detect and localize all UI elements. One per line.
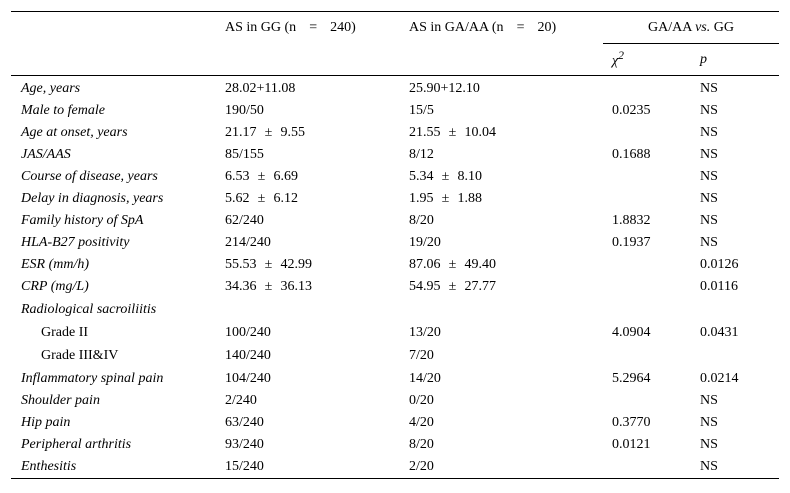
gg-value: 6.53 ± 6.69 bbox=[225, 169, 298, 184]
chi-value bbox=[603, 254, 691, 276]
p-value: NS bbox=[700, 191, 718, 206]
ga-value: 15/5 bbox=[409, 103, 434, 118]
row-label: ESR (mm/h) bbox=[21, 257, 90, 272]
p-value: NS bbox=[700, 213, 718, 228]
p-value bbox=[691, 298, 779, 322]
p-value: 0.0116 bbox=[700, 279, 738, 294]
row-label: Age at onset, years bbox=[21, 125, 128, 140]
chi-value bbox=[603, 344, 691, 368]
table-row bbox=[11, 434, 779, 456]
p-value: NS bbox=[700, 147, 718, 162]
p-value: NS bbox=[691, 456, 779, 479]
ga-value: 87.06 ± 49.40 bbox=[409, 257, 496, 272]
ga-value: 7/20 bbox=[409, 348, 434, 363]
header-row bbox=[11, 12, 779, 44]
ga-value: 13/20 bbox=[409, 325, 441, 340]
gg-value: 93/240 bbox=[225, 437, 264, 452]
gg-value: 15/240 bbox=[215, 456, 399, 479]
header-gg: AS in GG (n = 240) bbox=[215, 12, 399, 44]
table-row bbox=[11, 76, 779, 101]
chi-value bbox=[603, 76, 691, 101]
gg-value: 2/240 bbox=[225, 393, 257, 408]
table-row bbox=[11, 412, 779, 434]
gg-value: 55.53 ± 42.99 bbox=[225, 257, 312, 272]
row-label: Radiological sacroiliitis bbox=[21, 302, 157, 317]
gg-value: 28.02+11.08 bbox=[225, 81, 296, 96]
chi-value: 4.0904 bbox=[612, 325, 651, 340]
ga-value: 8/12 bbox=[409, 147, 434, 162]
row-label: Enthesitis bbox=[11, 456, 215, 479]
ga-value: 4/20 bbox=[409, 415, 434, 430]
table-row bbox=[11, 456, 779, 479]
gg-value: 63/240 bbox=[225, 415, 264, 430]
ga-value: 1.95 ± 1.88 bbox=[409, 191, 482, 206]
p-value: NS bbox=[700, 103, 718, 118]
p-value bbox=[691, 344, 779, 368]
table-row bbox=[11, 254, 779, 276]
row-label: Age, years bbox=[21, 81, 81, 96]
row-label: CRP (mg/L) bbox=[21, 279, 89, 294]
table-row bbox=[11, 232, 779, 254]
header-ga: AS in GA/AA (n = 20) bbox=[399, 12, 603, 44]
table-row bbox=[11, 390, 779, 412]
chi-value bbox=[603, 122, 691, 144]
chi-value bbox=[603, 188, 691, 210]
table-row bbox=[11, 298, 779, 322]
p-value: 0.0431 bbox=[700, 325, 739, 340]
table-row bbox=[11, 122, 779, 144]
p-value: NS bbox=[700, 81, 718, 96]
p-value: NS bbox=[700, 235, 718, 250]
p-value: NS bbox=[700, 125, 718, 140]
gg-value: 21.17 ± 9.55 bbox=[225, 125, 305, 140]
chi-value bbox=[603, 298, 691, 322]
p-value: NS bbox=[700, 415, 718, 430]
chi-value bbox=[603, 166, 691, 188]
row-label: Shoulder pain bbox=[21, 393, 100, 408]
row-label: Delay in diagnosis, years bbox=[21, 191, 164, 206]
row-label: Grade II bbox=[41, 325, 89, 340]
comparison-table bbox=[11, 11, 779, 479]
row-label: Hip pain bbox=[21, 415, 71, 430]
row-label: HLA-B27 positivity bbox=[21, 235, 130, 250]
row-label: JAS/AAS bbox=[21, 147, 71, 162]
table-row bbox=[11, 144, 779, 166]
table-row bbox=[11, 210, 779, 232]
chi-value: 0.1688 bbox=[612, 147, 651, 162]
header-group-comparison: GA/AA vs. GG bbox=[603, 12, 779, 44]
ga-value: 19/20 bbox=[409, 235, 441, 250]
chi-value bbox=[603, 276, 691, 298]
header-p-value: p bbox=[691, 44, 779, 76]
subheader-row bbox=[11, 44, 779, 76]
row-label: Peripheral arthritis bbox=[21, 437, 132, 452]
gg-value: 85/155 bbox=[225, 147, 264, 162]
p-value: NS bbox=[700, 393, 718, 408]
row-label: Family history of SpA bbox=[21, 213, 144, 228]
chi-value bbox=[603, 390, 691, 412]
ga-value: 8/20 bbox=[409, 213, 434, 228]
ga-value bbox=[399, 298, 603, 322]
subheader-empty-3 bbox=[399, 44, 603, 76]
p-value: NS bbox=[700, 169, 718, 184]
row-label: Course of disease, years bbox=[21, 169, 158, 184]
gg-value: 5.62 ± 6.12 bbox=[225, 191, 298, 206]
subheader-empty-1 bbox=[11, 44, 215, 76]
ga-value: 14/20 bbox=[409, 371, 441, 386]
chi-value: 5.2964 bbox=[612, 371, 651, 386]
header-empty-cell bbox=[11, 12, 215, 44]
gg-value: 62/240 bbox=[225, 213, 264, 228]
chi-value: 0.0235 bbox=[612, 103, 651, 118]
ga-value: 54.95 ± 27.77 bbox=[409, 279, 496, 294]
chi-value: 0.1937 bbox=[612, 235, 651, 250]
header-chi-square: $\chi^2$ bbox=[603, 44, 691, 76]
table-row bbox=[11, 322, 779, 344]
ga-value: 21.55 ± 10.04 bbox=[409, 125, 496, 140]
row-label: Male to female bbox=[21, 103, 105, 118]
subheader-empty-2 bbox=[215, 44, 399, 76]
gg-value: 100/240 bbox=[225, 325, 271, 340]
ga-value: 5.34 ± 8.10 bbox=[409, 169, 482, 184]
chi-value: 1.8832 bbox=[612, 213, 651, 228]
gg-value: 190/50 bbox=[225, 103, 264, 118]
gg-value: 104/240 bbox=[225, 371, 271, 386]
gg-value bbox=[215, 298, 399, 322]
table-row bbox=[11, 368, 779, 390]
gg-value: 34.36 ± 36.13 bbox=[225, 279, 312, 294]
row-label: Grade III&IV bbox=[41, 348, 119, 363]
ga-value: 25.90+12.10 bbox=[409, 81, 480, 96]
ga-value: 2/20 bbox=[399, 456, 603, 479]
table-row bbox=[11, 344, 779, 368]
ga-value: 8/20 bbox=[409, 437, 434, 452]
table-row bbox=[11, 166, 779, 188]
chi-value: 0.0121 bbox=[612, 437, 651, 452]
ga-value: 0/20 bbox=[409, 393, 434, 408]
table-row bbox=[11, 188, 779, 210]
table-row bbox=[11, 100, 779, 122]
chi-value bbox=[603, 456, 691, 479]
table-row bbox=[11, 276, 779, 298]
gg-value: 140/240 bbox=[225, 348, 271, 363]
row-label: Inflammatory spinal pain bbox=[21, 371, 164, 386]
p-value: NS bbox=[700, 437, 718, 452]
chi-value: 0.3770 bbox=[612, 415, 651, 430]
p-value: 0.0214 bbox=[700, 371, 739, 386]
gg-value: 214/240 bbox=[225, 235, 271, 250]
p-value: 0.0126 bbox=[700, 257, 739, 272]
